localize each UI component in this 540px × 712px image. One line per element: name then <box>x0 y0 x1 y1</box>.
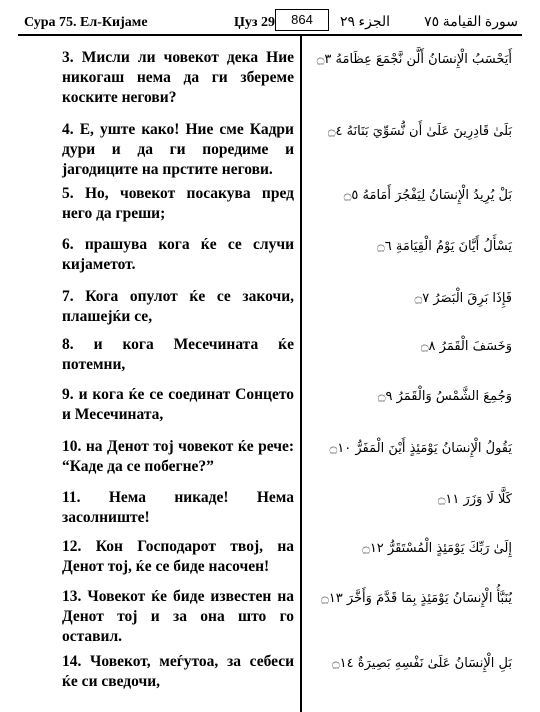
verse-translation <box>62 48 294 108</box>
verse-translation <box>62 335 294 375</box>
verse-arabic: يَقُولُ الْإِنسَانُ يَوْمَئِذٍ أَيْنَ الْمَفَرُّ ۝١٠ <box>329 441 512 456</box>
verse-text: Е, уште како! Ние сме Кадри дури и да ги поредиме и јагодиците на прстите негови. <box>62 121 294 178</box>
sura-title: Сура 75. Ел-Кијаме <box>24 15 148 30</box>
verse-arabic: وَخَسَفَ الْقَمَرُ ۝٨ <box>420 339 512 354</box>
verse-text: Човекот, меѓутоа, за себеси ќе си сведочи, <box>62 653 294 690</box>
verse-translation <box>62 385 294 425</box>
verse-number: 12. <box>62 538 82 555</box>
verse-arabic: فَإِذَا بَرِقَ الْبَصَرُ ۝٧ <box>414 291 512 306</box>
verse-arabic: بَلِ الْإِنسَانُ عَلَىٰ نَفْسِهِ بَصِيرَةٌ ۝١٤ <box>332 656 512 671</box>
verse-number: 5. <box>62 185 74 202</box>
verse-translation <box>62 587 294 647</box>
verse-text: Но, човекот посакува пред него да греши; <box>62 185 294 222</box>
verse-text: Кога опулот ќе се закочи, плашејќи се, <box>62 288 295 325</box>
verse-text: и кога Месечината ќе потемни, <box>62 336 294 373</box>
verse-arabic: إِلَىٰ رَبِّكَ يَوْمَئِذٍ الْمُسْتَقَرُّ ۝١٢ <box>362 541 512 556</box>
verse-translation <box>62 437 294 477</box>
verse-translation <box>62 488 294 528</box>
arabic-sura-title: سورة القيامة ٧٥ <box>424 15 518 30</box>
verse-arabic: أَيَحْسَبُ الْإِنسَانُ أَلَّن نَّجْمَعَ عِظَامَهُ ۝٣ <box>316 52 512 67</box>
verse-text: Кон Господарот твој, на Денот тој, ќе се биде насочен! <box>62 538 295 575</box>
verse-arabic: بَلْ يُرِيدُ الْإِنسَانُ لِيَفْجُرَ أَمَامَهُ ۝٥ <box>343 188 512 203</box>
verse-number: 13. <box>62 588 82 605</box>
verse-arabic: كَلَّا لَا وَزَرَ ۝١١ <box>437 492 512 507</box>
verse-number: 3. <box>62 49 74 66</box>
verse-text: Нема никаде! Нема засолниште! <box>62 489 295 526</box>
verse-number: 8. <box>62 336 74 353</box>
verse-number: 11. <box>62 489 81 506</box>
verse-translation <box>62 235 294 275</box>
verse-translation <box>62 652 294 692</box>
verse-arabic: يَسْأَلُ أَيَّانَ يَوْمُ الْقِيَامَةِ ۝٦ <box>377 239 512 254</box>
verse-arabic: بَلَىٰ قَادِرِينَ عَلَىٰ أَن نُّسَوِّيَ بَنَانَهُ ۝٤ <box>327 124 512 139</box>
verse-translation <box>62 184 294 224</box>
verse-arabic: يُنَبَّأُ الْإِنسَانُ يَوْمَئِذٍ بِمَا قَدَّمَ وَأَخَّرَ ۝١٣ <box>321 591 512 606</box>
verse-text: и кога ќе се соединат Сонцето и Месечината, <box>62 386 294 423</box>
verse-text: Мисли ли човекот дека Ние никогаш нема да ги збереме коските негови? <box>62 49 295 106</box>
verse-number: 9. <box>62 386 74 403</box>
verse-number: 10. <box>62 438 82 455</box>
verse-text: на Денот тој човекот ќе рече: “Каде да се побегне?” <box>62 438 295 475</box>
verse-arabic: وَجُمِعَ الشَّمْسُ وَالْقَمَرُ ۝٩ <box>377 389 512 404</box>
verse-translation <box>62 537 294 577</box>
juz-label: Џуз 29 <box>234 15 276 30</box>
verse-text: Човекот ќе биде известен на Денот тој и за она што го оставил. <box>62 588 295 645</box>
verse-number: 4. <box>62 121 74 138</box>
verse-number: 7. <box>62 288 74 305</box>
arabic-juz-label: الجزء ٢٩ <box>340 15 391 30</box>
page-number: 864 <box>275 9 329 31</box>
verse-text: прашува кога ќе се случи кијаметот. <box>62 236 294 273</box>
verse-translation <box>62 120 294 180</box>
verse-number: 14. <box>62 653 82 670</box>
verse-translation <box>62 287 294 327</box>
verse-number: 6. <box>62 236 74 253</box>
